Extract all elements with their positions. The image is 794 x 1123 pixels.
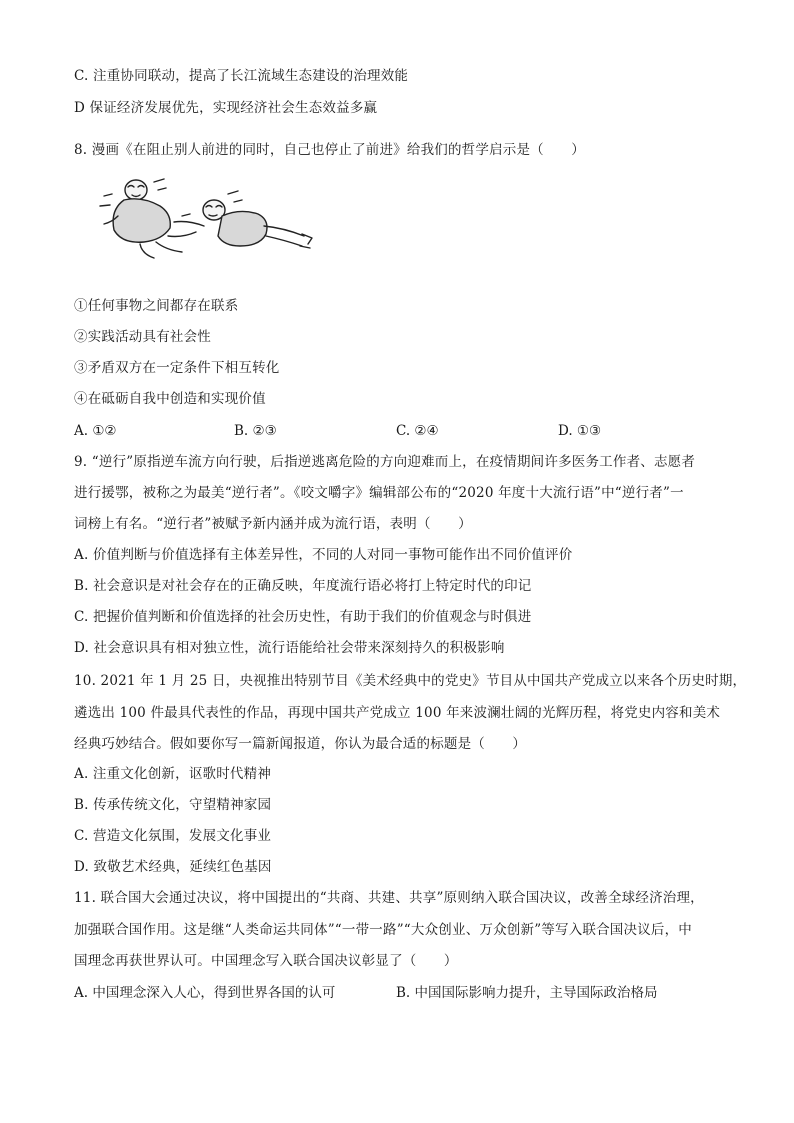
q9-option-a: A. 价值判断与价值选择有主体差异性，不同的人对同一事物可能作出不同价值评价 <box>74 547 573 563</box>
q8-statement-1: ①任何事物之间都存在联系 <box>74 298 239 314</box>
q8-option-b: B. ②③ <box>234 423 277 439</box>
q8-statement-2: ②实践活动具有社会性 <box>74 329 211 345</box>
cartoon-illustration <box>96 176 326 268</box>
q10-stem-line-2: 遴选出 100 件最具代表性的作品，再现中国共产党成立 100 年来波澜壮阔的光辉历程，将党史内容和美术 <box>74 705 721 721</box>
q10-option-d: D. 致敬艺术经典，延续红色基因 <box>74 859 272 875</box>
q8-statement-3: ③矛盾双方在一定条件下相互转化 <box>74 360 280 376</box>
q10-stem-line-1: 10. 2021 年 1 月 25 日，央视推出特别节目《美术经典中的党史》节目从中国共产党成立以来各个历史时期， <box>74 673 747 689</box>
q10-option-a: A. 注重文化创新，讴歌时代精神 <box>74 766 272 782</box>
q11-stem-line-3: 国理念再获世界认可。中国理念写入联合国决议彰显了（ ） <box>74 953 458 969</box>
q8-option-a: A. ①② <box>74 423 117 439</box>
q8-stem: 8. 漫画《在阻止别人前进的同时，自己也停止了前进》给我们的哲学启示是（ ） <box>74 142 585 158</box>
q10-option-b: B. 传承传统文化，守望精神家园 <box>74 797 272 813</box>
q9-stem-line-2: 进行援鄂，被称之为最美“逆行者”。《咬文嚼字》编辑部公布的“2020 年度十大流行语”中“逆行者”一 <box>74 485 684 501</box>
q9-stem-line-3: 词榜上有名。“逆行者”被赋予新内涵并成为流行语，表明（ ） <box>74 516 472 532</box>
q9-option-d: D. 社会意识具有相对独立性，流行语能给社会带来深刻持久的积极影响 <box>74 640 505 656</box>
q8-statement-4: ④在砥砺自我中创造和实现价值 <box>74 391 266 407</box>
q7-option-c: C. 注重协同联动，提高了长江流域生态建设的治理效能 <box>74 68 409 84</box>
q10-option-c: C. 营造文化氛围，发展文化事业 <box>74 828 272 844</box>
q9-stem-line-1: 9. “逆行”原指逆车流方向行驶，后指逆逃离危险的方向迎难而上，在疫情期间许多医务工作者、志愿者 <box>74 454 696 470</box>
q9-option-c: C. 把握价值判断和价值选择的社会历史性，有助于我们的价值观念与时俱进 <box>74 609 532 625</box>
q11-option-a: A. 中国理念深入人心，得到世界各国的认可 <box>74 985 336 1001</box>
q7-option-d: D 保证经济发展优先，实现经济社会生态效益多赢 <box>74 100 378 116</box>
q8-option-d: D. ①③ <box>558 423 602 439</box>
q8-option-c: C. ②④ <box>396 423 439 439</box>
q10-stem-line-3: 经典巧妙结合。假如要你写一篇新闻报道，你认为最合适的标题是（ ） <box>74 736 527 752</box>
q11-option-b: B. 中国国际影响力提升，主导国际政治格局 <box>396 985 658 1001</box>
q11-stem-line-1: 11. 联合国大会通过决议，将中国提出的“共商、共建、共享”原则纳入联合国决议，改善全球经济治理， <box>74 890 704 906</box>
q11-stem-line-2: 加强联合国作用。这是继“人类命运共同体”“一带一路”“大众创业、万众创新”等写入联合国决议后，中 <box>74 922 693 938</box>
q9-option-b: B. 社会意识是对社会存在的正确反映，年度流行语必将打上特定时代的印记 <box>74 578 532 594</box>
